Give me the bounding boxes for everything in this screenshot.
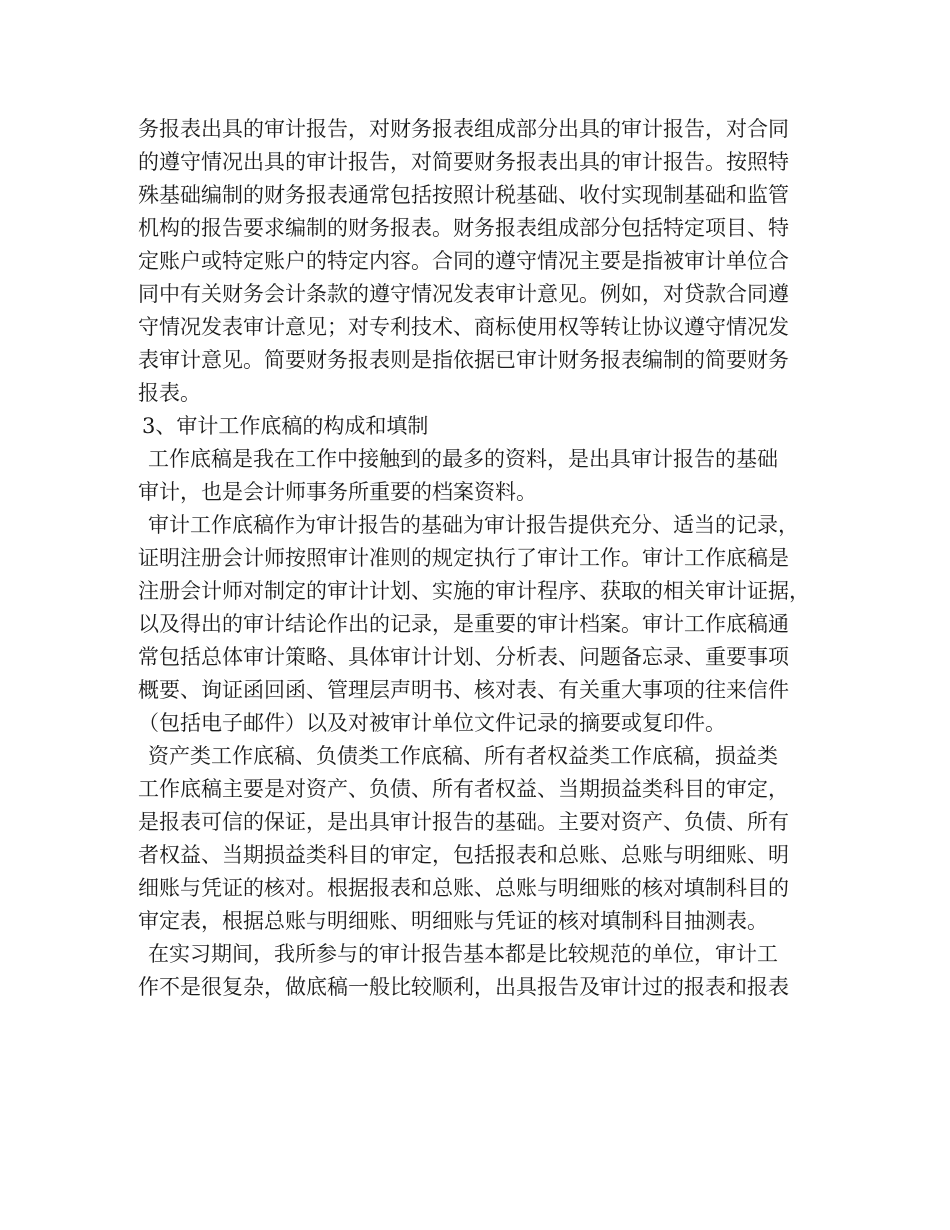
text-line: 常包括总体审计策略、具体审计计划、分析表、问题备忘录、重要事项 — [138, 645, 789, 669]
text-line: 审定表，根据总账与明细账、明细账与凭证的核对填制科目抽测表。 — [138, 909, 768, 933]
text-line: 机构的报告要求编制的财务报表。财务报表组成部分包括特定项目、特 — [138, 216, 789, 240]
text-line: 者权益、当期损益类科目的审定，包括报表和总账、总账与明细账、明 — [138, 843, 789, 867]
text-line: 注册会计师对制定的审计计划、实施的审计程序、获取的相关审计证据， — [138, 579, 810, 603]
section-heading: 3、审计工作底稿的构成和填制 — [142, 414, 429, 438]
text-line: 工作底稿主要是对资产、负债、所有者权益、当期损益类科目的审定， — [138, 777, 789, 801]
text-line: 同中有关财务会计条款的遵守情况发表审计意见。例如，对贷款合同遵 — [138, 282, 789, 306]
text-line: 是报表可信的保证，是出具审计报告的基础。主要对资产、负债、所有 — [138, 810, 789, 834]
text-line: 殊基础编制的财务报表通常包括按照计税基础、收付实现制基础和监管 — [138, 183, 789, 207]
text-line: 在实习期间，我所参与的审计报告基本都是比较规范的单位，审计工 — [148, 942, 778, 966]
text-line: 证明注册会计师按照审计准则的规定执行了审计工作。审计工作底稿是 — [138, 546, 789, 570]
text-line: 概要、询证函回函、管理层声明书、核对表、有关重大事项的往来信件 — [138, 678, 789, 702]
text-line: 务报表出具的审计报告，对财务报表组成部分出具的审计报告，对合同 — [138, 117, 789, 141]
text-line: （包括电子邮件）以及对被审计单位文件记录的摘要或复印件。 — [138, 711, 726, 735]
text-line: 守情况发表审计意见；对专利技术、商标使用权等转让协议遵守情况发 — [138, 315, 789, 339]
document-body — [138, 113, 828, 1004]
text-line: 作不是很复杂，做底稿一般比较顺利，出具报告及审计过的报表和报表 — [138, 975, 789, 999]
text-line: 以及得出的审计结论作出的记录，是重要的审计档案。审计工作底稿通 — [138, 612, 789, 636]
text-line: 定账户或特定账户的特定内容。合同的遵守情况主要是指被审计单位合 — [138, 249, 789, 273]
text-line: 细账与凭证的核对。根据报表和总账、总账与明细账的核对填制科目的 — [138, 876, 789, 900]
text-line: 的遵守情况出具的审计报告，对简要财务报表出具的审计报告。按照特 — [138, 150, 789, 174]
text-line: 审计工作底稿作为审计报告的基础为审计报告提供充分、适当的记录， — [148, 513, 799, 537]
text-line: 资产类工作底稿、负债类工作底稿、所有者权益类工作底稿，损益类 — [148, 744, 778, 768]
text-line: 工作底稿是我在工作中接触到的最多的资料，是出具审计报告的基础 — [148, 447, 778, 471]
text-line: 表审计意见。简要财务报表则是指依据已审计财务报表编制的简要财务 — [138, 348, 789, 372]
text-line: 报表。 — [138, 381, 201, 405]
text-line: 审计，也是会计师事务所重要的档案资料。 — [138, 480, 537, 504]
